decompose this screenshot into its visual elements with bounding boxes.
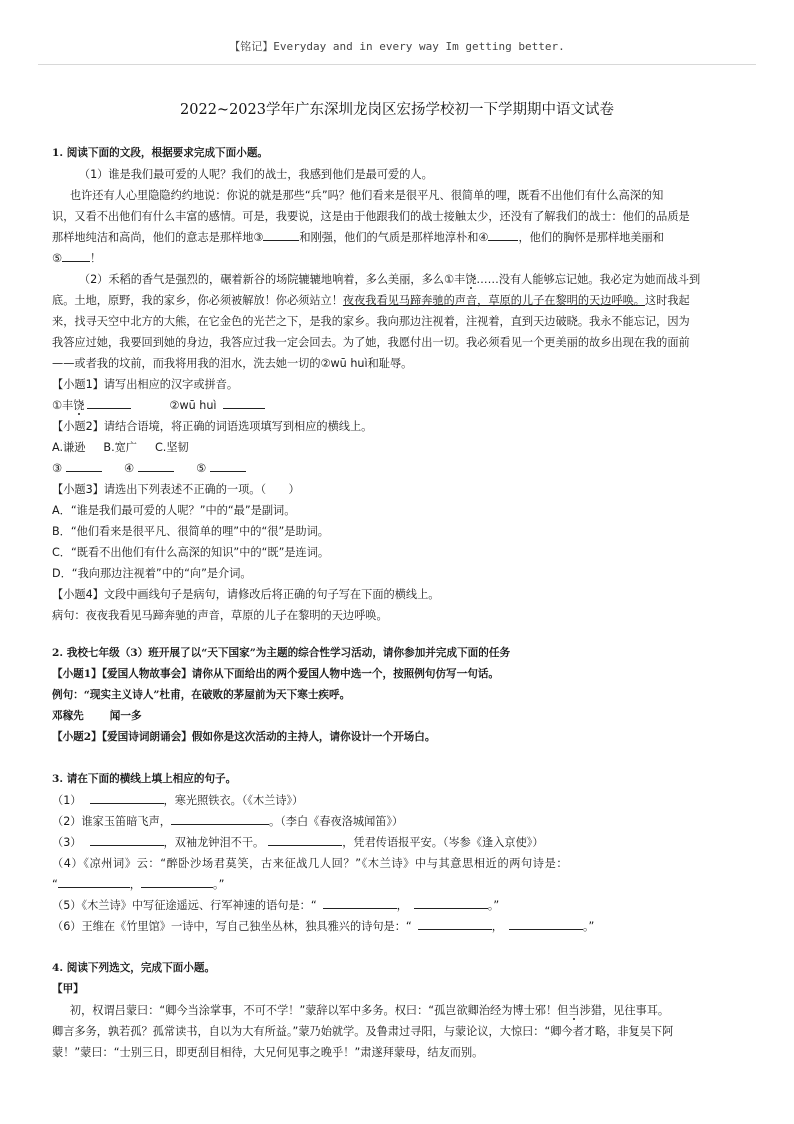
passage-3-line: 来，找寻天空中北方的大熊，在它金色的光芒之下，是我的家乡。我向那边注视着，注视着，直到天边破晓。我永不能忘记，因为 xyxy=(52,315,690,328)
text-span: 。” xyxy=(213,878,225,891)
answer-blank[interactable] xyxy=(268,833,342,846)
text-span: ，他们的胸怀是那样地美丽和 xyxy=(518,231,664,244)
page-header-motto: 【铭记】Everyday and in every way Im getting better. xyxy=(229,40,565,53)
text-span: （5）《木兰诗》中写征途遥远、行军神速的语句是：“ xyxy=(52,899,317,912)
passage-3-line: ——或者我的坟前，而我将用我的泪水，洗去她一切的②wū huì和耻辱。 xyxy=(52,357,413,370)
text-span: ⑤ xyxy=(196,462,207,475)
section-gap xyxy=(52,937,746,958)
text-span: 和刚强，他们的气质是那样地淳朴和④ xyxy=(299,231,489,244)
option-b: B.宽广 xyxy=(103,441,137,454)
answer-blank[interactable] xyxy=(414,896,488,909)
fill-line-4-answer xyxy=(52,874,746,895)
answer-blank[interactable] xyxy=(210,459,246,472)
text-span: 。” xyxy=(582,920,595,933)
passage-3-line: 我答应过她，我要回到她的身边，我答应过我一定会回去。为了她，我愿付出一切。我必须看见一个更美丽的故乡出现在我的面前 xyxy=(52,336,690,349)
subquestion-3: 【小题3】请选出下列表述不正确的一项。（ ） xyxy=(52,483,300,496)
text-span: （2）谁家玉笛暗飞声， xyxy=(52,815,171,828)
question-3 xyxy=(52,769,746,937)
subquestion-2: 【小题2】【爱国诗词朗诵会】假如你是这次活动的主持人，请你设计一个开场白。 xyxy=(52,731,436,743)
fill-line-3 xyxy=(52,832,746,853)
text-span: ，双袖龙钟泪不干。 xyxy=(163,836,265,849)
fill-line-2 xyxy=(52,811,746,832)
text-span: 涉猎，见往事耳。 xyxy=(579,1004,670,1017)
passage-1-line: （1）谁是我们最可爱的人呢？我们的战士，我感到他们是最可爱的人。 xyxy=(78,168,433,181)
question-2-heading: 2. 我校七年级（3）班开展了以“天下国家”为主题的综合性学习活动，请你参加并完成下面的任务 xyxy=(52,647,511,659)
subquestion-2: 【小题2】请结合语境，将正确的词语选项填写到相应的横线上。 xyxy=(52,420,373,433)
subquestion-1-answers xyxy=(52,395,746,416)
text-span: ，寒光照铁衣。（《木兰诗》） xyxy=(163,794,304,807)
text-span: ②wū huì xyxy=(169,399,217,412)
sick-sentence: 病句：夜夜我看见马蹄奔驰的声音，草原的儿子在黎明的天边呼唤。 xyxy=(52,609,388,622)
person-options xyxy=(52,706,746,727)
passage-label-jia: 【甲】 xyxy=(52,983,84,995)
blank-5[interactable] xyxy=(62,249,90,262)
choice-a: A．“谁是我们最可爱的人呢？”中的“最”是副词。 xyxy=(52,504,296,517)
text-span: ⑤ xyxy=(52,252,63,265)
question-3-heading: 3. 请在下面的横线上填上相应的句子。 xyxy=(52,773,237,785)
option-a: A.谦逊 xyxy=(52,441,86,454)
text-span: 初，权谓吕蒙曰：“卿今当涂掌事，不可不学！”蒙辞以军中多务。权曰：“孤岂欲卿治经为博士邪！但 xyxy=(69,1004,569,1017)
blank-4[interactable] xyxy=(488,228,518,241)
text-span: ， xyxy=(396,899,408,912)
text-span: ……没有人能够忘记她。我必定为她而战斗到 xyxy=(476,273,701,286)
passage-2-line: 识，又看不出他们有什么丰富的感情。可是，我要说，这是由于他跟我们的战士接触太少，还没有了解我们的战士：他们的品质是 xyxy=(52,210,690,223)
header-divider xyxy=(38,64,756,65)
text-span: （2）禾稻的香气是强烈的，碾着新谷的场院辘辘地响着，多么美丽，多么①丰 xyxy=(78,273,466,286)
subquestion-4: 【小题4】文段中画线句子是病句，请修改后将正确的句子写在下面的横线上。 xyxy=(52,588,440,601)
answer-blank[interactable] xyxy=(223,396,265,409)
answer-blank[interactable] xyxy=(418,917,492,930)
text-span: （1） xyxy=(52,794,82,807)
fill-line-5 xyxy=(52,895,746,916)
dotted-character: 饶 xyxy=(465,273,477,286)
answer-blank[interactable] xyxy=(509,917,583,930)
text-span: 那样地纯洁和高尚，他们的意志是那样地③ xyxy=(52,231,264,244)
exam-content xyxy=(52,143,746,1063)
page-title: 2022~2023学年广东深圳龙岗区宏扬学校初一下学期期中语文试卷 xyxy=(180,102,614,118)
dotted-character: 饶 xyxy=(73,399,85,412)
fill-line-4: （4）《凉州词》云：“醉卧沙场君莫笑，古来征战几人回？”《木兰诗》中与其意思相近的两句诗是： xyxy=(52,857,569,870)
answer-blank[interactable] xyxy=(90,833,164,846)
text-span: ①丰 xyxy=(52,399,74,412)
person-option: 邓稼先 xyxy=(52,710,84,722)
fill-line-1 xyxy=(52,790,746,811)
text-span: （3） xyxy=(52,836,82,849)
text-span: ，凭君传语报平安。（岑参《逢入京使》） xyxy=(342,836,544,849)
classical-passage-line: 卿言多务，孰若孤？孤常读书，自以为大有所益。”蒙乃始就学。及鲁肃过寻阳，与蒙论议，大惊曰：“卿今者才略，非复吴下阿 xyxy=(52,1025,674,1038)
blank-3[interactable] xyxy=(263,228,299,241)
example-sentence: 例句：“现实主义诗人”杜甫，在破败的茅屋前为天下寒士疾呼。 xyxy=(52,689,351,701)
text-span: 底。土地，原野，我的家乡，你必须被解放！你必须站立！ xyxy=(52,294,343,307)
subquestion-1: 【小题1】【爱国人物故事会】请你从下面给出的两个爱国人物中选一个，按照例句仿写一句话。 xyxy=(52,668,500,680)
question-1-heading: 1. 阅读下面的文段，根据要求完成下面小题。 xyxy=(52,147,269,159)
dotted-character: 当 xyxy=(568,1004,580,1017)
choice-d: D．“我向那边注视着”中的“向”是介词。 xyxy=(52,567,252,580)
answer-blank[interactable] xyxy=(87,396,131,409)
answer-blank[interactable] xyxy=(171,812,269,825)
answer-blank[interactable] xyxy=(323,896,397,909)
subquestion-2-options xyxy=(52,437,746,458)
classical-passage-line xyxy=(52,1000,746,1021)
answer-blank[interactable] xyxy=(141,875,213,888)
text-span: ③ xyxy=(52,462,63,475)
text-span: ， xyxy=(129,878,141,891)
text-span: 。” xyxy=(487,899,500,912)
choice-b: B．“他们看来是很平凡、很简单的哩”中的“很”是助词。 xyxy=(52,525,329,538)
question-4 xyxy=(52,958,746,1063)
answer-blank[interactable] xyxy=(138,459,174,472)
answer-blank[interactable] xyxy=(90,791,164,804)
question-4-heading: 4. 阅读下列选文，完成下面小题。 xyxy=(52,962,216,974)
passage-2-line: 也许还有人心里隐隐约约地说：你说的就是那些“兵”吗？他们看来是很平凡、很简单的哩，既看不出他们有什么高深的知 xyxy=(69,189,664,202)
answer-blank[interactable] xyxy=(66,459,102,472)
choice-c: C．“既看不出他们有什么高深的知识”中的“既”是连词。 xyxy=(52,546,330,559)
text-span: ， xyxy=(491,920,503,933)
section-gap xyxy=(52,748,746,769)
classical-passage-line: 蒙！”蒙曰：“士别三日，即更刮目相待，大兄何见事之晚乎！”肃遂拜蒙母，结友而别。 xyxy=(52,1046,484,1059)
text-span: 。（李白《春夜洛城闻笛》） xyxy=(269,815,404,828)
question-1 xyxy=(52,143,746,626)
option-c: C.坚韧 xyxy=(155,441,189,454)
text-span: （6）王维在《竹里馆》一诗中，写自己独坐丛林，独具雅兴的诗句是：“ xyxy=(52,920,412,933)
underlined-sick-sentence: 夜夜我看见马蹄奔驰的声音，草原的儿子在黎明的天边呼唤。 xyxy=(342,294,645,307)
question-2 xyxy=(52,643,746,748)
text-span: ！ xyxy=(90,252,102,265)
answer-blank[interactable] xyxy=(58,875,130,888)
passage-2-line xyxy=(52,248,746,269)
section-gap xyxy=(52,626,746,643)
text-span: “ xyxy=(52,878,58,891)
subquestion-1: 【小题1】请写出相应的汉字或拼音。 xyxy=(52,378,239,391)
fill-line-6 xyxy=(52,916,746,937)
person-option: 闻一多 xyxy=(109,710,142,722)
passage-2-line xyxy=(52,227,746,248)
passage-3-line xyxy=(52,269,746,290)
passage-3-line xyxy=(52,290,746,311)
subquestion-2-blanks xyxy=(52,458,746,479)
text-span: ④ xyxy=(124,462,135,475)
text-span: 这时我起 xyxy=(644,294,690,307)
